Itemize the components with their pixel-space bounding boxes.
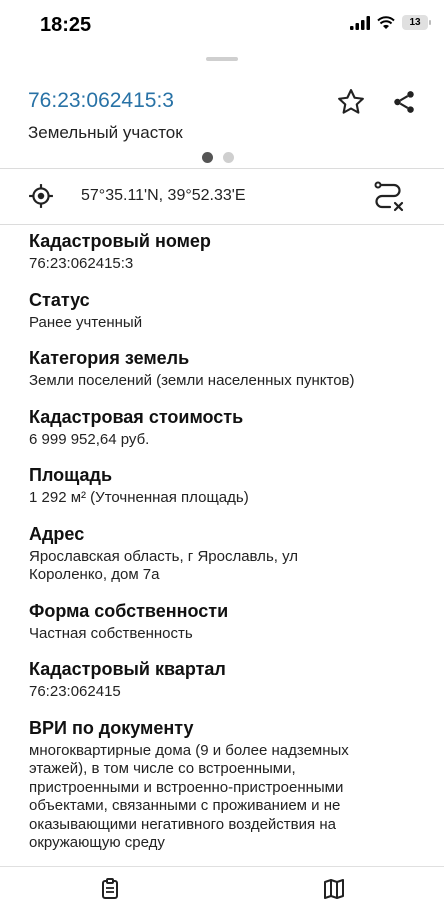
signal-icon bbox=[350, 16, 370, 30]
tab-info[interactable] bbox=[80, 867, 140, 911]
map-icon bbox=[322, 877, 346, 901]
sheet-grabber[interactable] bbox=[206, 57, 238, 61]
page-dot-active[interactable] bbox=[202, 152, 213, 163]
status-bar bbox=[0, 0, 444, 52]
property-area bbox=[29, 464, 429, 508]
document-icon bbox=[98, 877, 122, 901]
wifi-icon bbox=[377, 16, 395, 30]
page-dot[interactable] bbox=[223, 152, 234, 163]
object-type: Земельный участок bbox=[28, 123, 183, 142]
property-address bbox=[29, 523, 429, 585]
property-label: Адрес bbox=[29, 523, 85, 544]
property-value: Ранее учтенный bbox=[29, 313, 143, 331]
property-cadastral-quarter bbox=[29, 658, 429, 702]
tab-map[interactable] bbox=[304, 867, 364, 911]
property-ownership bbox=[29, 600, 429, 644]
battery-indicator: 13 bbox=[402, 15, 428, 30]
property-value: 1 292 м² (Уточненная площадь) bbox=[29, 489, 249, 506]
locate-button[interactable] bbox=[26, 181, 56, 211]
property-value: многоквартирные дома (9 и более надземных этажей), в том числе со встроенными, пристроенными и встроенно-пристроенными объектами, связанными с проживанием и не оказывающими негативного воздействия на окружающую среду bbox=[29, 741, 349, 851]
bottom-tab-bar bbox=[0, 866, 444, 911]
property-label: Кадастровая стоимость bbox=[29, 406, 244, 427]
property-label: ВРИ по документу bbox=[29, 717, 194, 738]
property-value: 6 999 952,64 руб. bbox=[29, 430, 150, 448]
favorite-button[interactable] bbox=[333, 84, 369, 120]
share-icon bbox=[391, 89, 417, 115]
status-icons bbox=[350, 15, 428, 30]
property-cadastral-number bbox=[29, 230, 429, 274]
property-value[interactable]: 76:23:062415:3 bbox=[29, 255, 134, 272]
property-label: Площадь bbox=[29, 465, 113, 485]
property-value: Земли поселений (земли населенных пунктов) bbox=[29, 372, 355, 389]
property-status bbox=[29, 289, 429, 333]
property-value: Частная собственность bbox=[29, 624, 193, 642]
route-button[interactable] bbox=[370, 179, 406, 215]
property-label: Кадастровый номер bbox=[29, 231, 211, 251]
page-title[interactable]: 76:23:062415:3 bbox=[28, 89, 174, 112]
property-value[interactable]: 76:23:062415 bbox=[29, 683, 121, 700]
property-label: Форма собственности bbox=[29, 600, 229, 621]
property-land-category bbox=[29, 347, 429, 391]
coordinates-bar bbox=[0, 168, 444, 225]
property-value[interactable]: Ярославская область, г Ярославль, ул Короленко, дом 7а bbox=[29, 547, 299, 583]
route-clear-icon bbox=[371, 180, 405, 214]
share-button[interactable] bbox=[386, 84, 422, 120]
object-header bbox=[0, 52, 444, 168]
property-label: Статус bbox=[29, 289, 90, 310]
property-label: Категория земель bbox=[29, 348, 190, 368]
properties-list bbox=[29, 230, 429, 868]
page-indicator[interactable] bbox=[202, 152, 234, 163]
property-label: Кадастровый квартал bbox=[29, 659, 226, 679]
property-cadastral-value bbox=[29, 406, 429, 450]
coordinates-text[interactable]: 57°35.11'N, 39°52.33'E bbox=[81, 187, 246, 204]
property-permitted-use bbox=[29, 717, 429, 853]
location-target-icon bbox=[28, 183, 54, 209]
star-icon bbox=[336, 87, 366, 117]
status-time: 18:25 bbox=[40, 14, 92, 36]
